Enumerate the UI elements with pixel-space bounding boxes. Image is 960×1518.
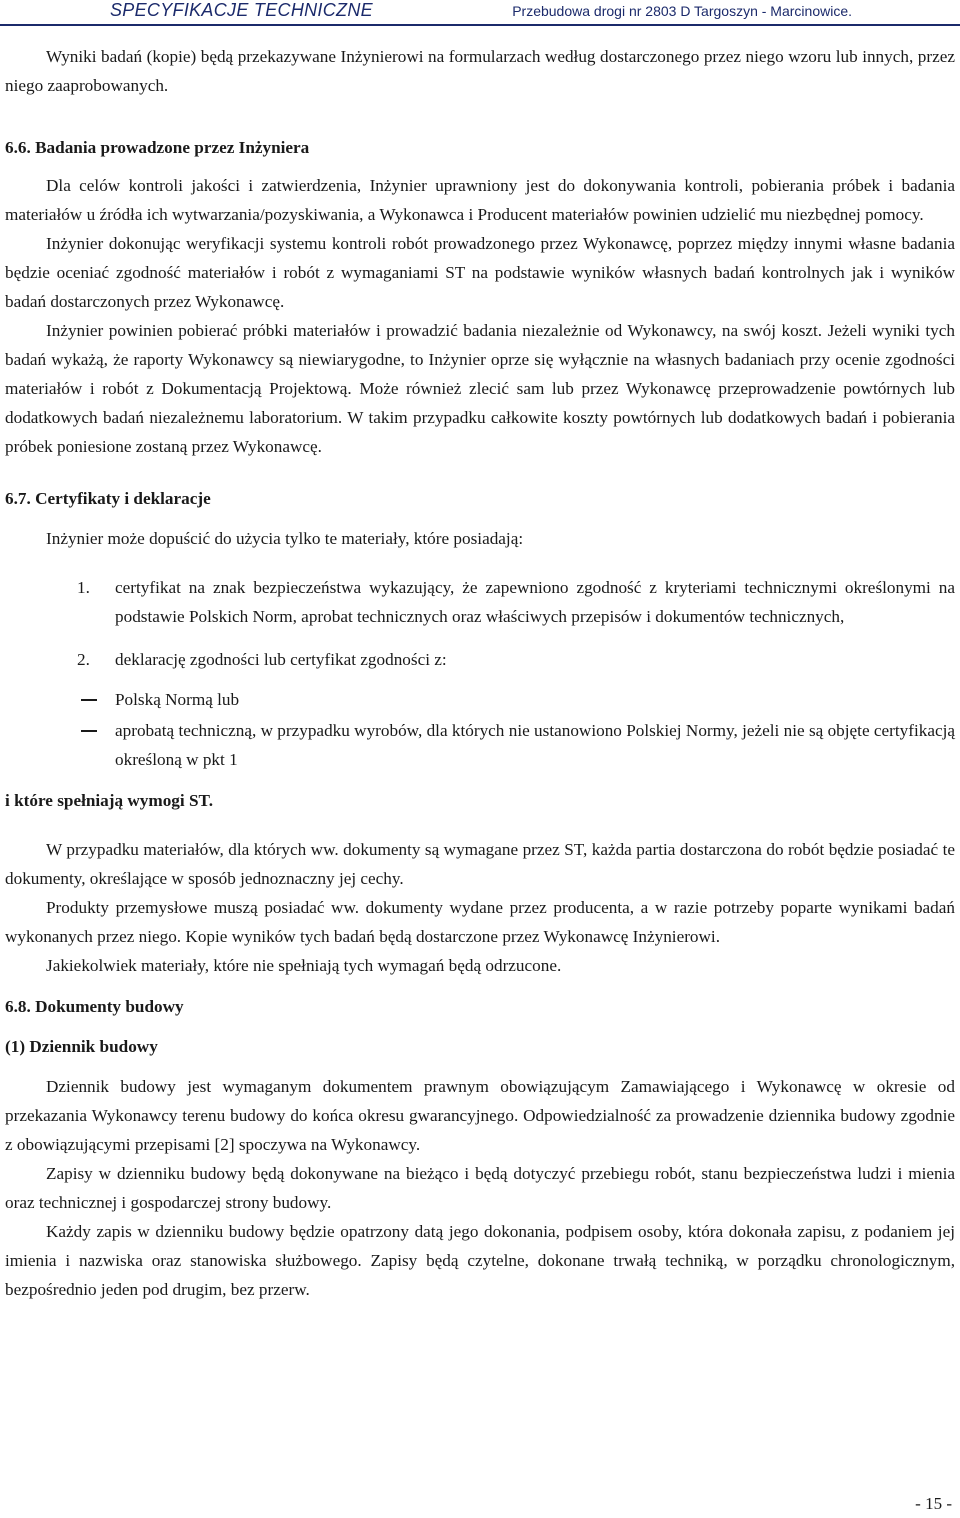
header-project: Przebudowa drogi nr 2803 D Targoszyn - Marcinowice. (512, 3, 852, 19)
dash-item (5, 685, 955, 714)
diary-subheading: (1) Dziennik budowy (5, 1037, 158, 1056)
dash-text: Polską Normą lub (115, 690, 240, 709)
list-item (5, 573, 955, 631)
section-6-8-paragraph-2: Zapisy w dzienniku budowy będą dokonywane na bieżąco i będą dotyczyć przebiegu robót, stanu bezpieczeństwa ludzi i mienia oraz technicznej i gospodarczej strony budowy. (5, 1164, 955, 1212)
header-title: SPECYFIKACJE TECHNICZNE (110, 0, 373, 20)
section-6-7-paragraph-2: Produkty przemysłowe muszą posiadać ww. dokumenty wydane przez producenta, a w razie potrzeby poparte wynikami badań wykonanych przez niego. Kopie wyników tych badań będą dostarczone przez Wykonawcę Inżynierowi. (5, 898, 955, 946)
section-6-7-heading: 6.7. Certyfikaty i deklaracje (5, 489, 211, 508)
dash-marker (81, 730, 97, 732)
list-text: certyfikat na znak bezpieczeństwa wykazujący, że zapewniono zgodność z kryteriami technicznymi określonymi na podstawie Polskich Norm, aprobat technicznych oraz właściwych przepisów i dokumentów technicznych, (115, 578, 955, 626)
section-6-8-paragraph-3: Każdy zapis w dzienniku budowy będzie opatrzony datą jego dokonania, podpisem osoby, która dokonała zapisu, z podaniem jej imienia i nazwiska oraz stanowiska służbowego. Zapisy będą czytelne, dokonane trwałą techniką, w porządku chronologicznym, bezpośrednio jeden pod drugim, bez przerw. (5, 1222, 955, 1299)
section-6-6-paragraph-2: Inżynier dokonując weryfikacji systemu kontroli robót prowadzonego przez Wykonawcę, poprzez między innymi własne badania będzie oceniać zgodność materiałów i robót z wymaganiami ST na podstawie wyników własnych badań kontrolnych jak i wyników badań dostarczonych przez Wykonawcę. (5, 234, 955, 311)
dash-marker (81, 699, 97, 701)
section-6-7-paragraph-3: Jakiekolwiek materiały, które nie spełniają tych wymagań będą odrzucone. (46, 956, 562, 975)
results-paragraph: Wyniki badań (kopie) będą przekazywane Inżynierowi na formularzach według dostarczonego przez niego wzoru lub innych, przez niego zaaprobowanych. (5, 47, 955, 95)
section-6-6-heading: 6.6. Badania prowadzone przez Inżyniera (5, 138, 310, 157)
section-6-7-paragraph-1: W przypadku materiałów, dla których ww. dokumenty są wymagane przez ST, każda partia dostarczona do robót będzie posiadać te dokumenty, określające w sposób jednoznaczny jej cechy. (5, 840, 955, 888)
requirements-bold-line: i które spełniają wymogi ST. (5, 791, 214, 810)
list-text: deklarację zgodności lub certyfikat zgodności z: (115, 650, 447, 669)
list-item (5, 645, 955, 674)
dash-item (5, 716, 955, 774)
section-6-6-paragraph-1: Dla celów kontroli jakości i zatwierdzenia, Inżynier uprawniony jest do dokonywania kontroli, pobierania próbek i badania materiałów u źródła ich wytwarzania/pozyskiwania, a Wykonawca i Producent materiałów powinien udzielić mu niezbędnej pomocy. (5, 176, 955, 224)
page-number: - 15 - (915, 1494, 952, 1513)
document-body (5, 42, 955, 1304)
list-number: 1. (77, 578, 90, 597)
dash-text: aprobatą techniczną, w przypadku wyrobów, dla których nie ustanowiono Polskiej Normy, jeżeli nie są objęte certyfikacją określoną w pkt 1 (115, 721, 955, 769)
certificate-list (5, 573, 955, 774)
section-6-6-paragraph-3: Inżynier powinien pobierać próbki materiałów i prowadzić badania niezależnie od Wykonawcy, na swój koszt. Jeżeli wyniki tych badań wykażą, że raporty Wykonawcy są niewiarygodne, to Inżynier oprze się wyłącznie na własnych badaniach przy ocenie zgodności materiałów i robót z Dokumentacją Projektową. Może również zlecić sam lub przez Wykonawcę przeprowadzenie powtórnych lub dodatkowych badań niezależnemu laboratorium. W takim przypadku całkowite koszty powtórnych lub dodatkowych badań i pobierania próbek poniesione zostaną przez Wykonawcę. (5, 321, 955, 456)
section-6-7-intro: Inżynier może dopuścić do użycia tylko te materiały, które posiadają: (46, 529, 524, 548)
list-number: 2. (77, 650, 90, 669)
section-6-8-paragraph-1: Dziennik budowy jest wymaganym dokumentem prawnym obowiązującym Zamawiającego i Wykonawcę w okresie od przekazania Wykonawcy terenu budowy do końca okresu gwarancyjnego. Odpowiedzialność za prowadzenie dziennika budowy zgodnie z obowiązującymi przepisami [2] spoczywa na Wykonawcy. (5, 1077, 955, 1154)
section-6-8-heading: 6.8. Dokumenty budowy (5, 997, 184, 1016)
page-header (0, 0, 960, 26)
